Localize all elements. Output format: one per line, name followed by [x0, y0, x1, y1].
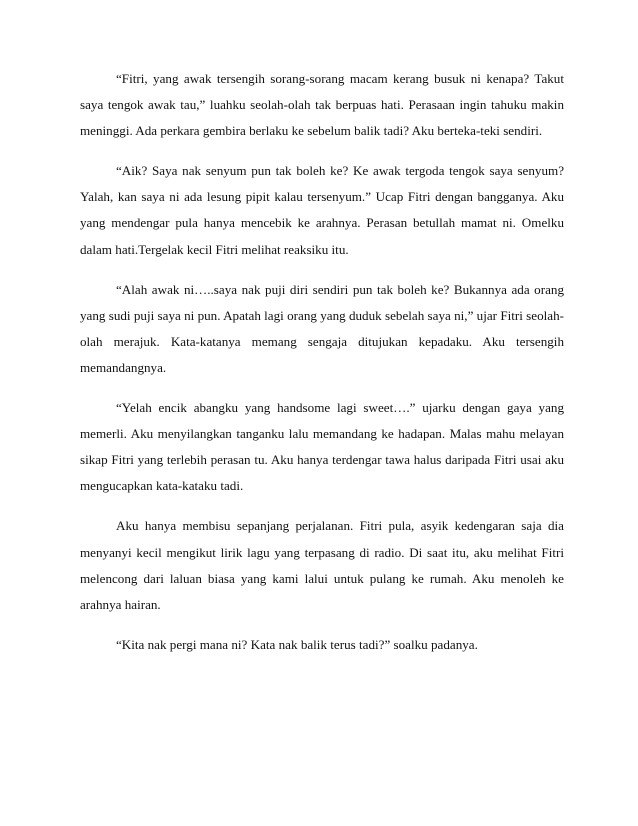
- paragraph-1: “Fitri, yang awak tersengih sorang-sorang macam kerang busuk ni kenapa? Takut saya tengok awak tau,” luahku seolah-olah tak berpuas hati. Perasaan ingin tahuku makin meninggi. Ada perkara gembira berlaku ke sebelum balik tadi? Aku berteka-teki sendiri.: [80, 71, 564, 139]
- document-page: [80, 66, 564, 672]
- paragraph-4: “Yelah encik abangku yang handsome lagi sweet….” ujarku dengan gaya yang memerli. Aku menyilangkan tanganku lalu memandang ke hadapan. Malas mahu melayan sikap Fitri yang terlebih perasan tu. Aku hanya terdengar tawa halus daripada Fitri usai aku mengucapkan kata-kataku tadi.: [80, 400, 564, 494]
- paragraph-3: “Alah awak ni…..saya nak puji diri sendiri pun tak boleh ke? Bukannya ada orang yang sudi puji saya ni pun. Apatah lagi orang yang duduk sebelah saya ni,” ujar Fitri seolah-olah merajuk. Kata-katanya memang sengaja ditujukan kepadaku. Aku tersengih memandangnya.: [80, 281, 564, 375]
- paragraph-2: “Aik? Saya nak senyum pun tak boleh ke? Ke awak tergoda tengok saya senyum? Yalah, kan saya ni ada lesung pipit kalau tersenyum.” Ucap Fitri dengan bangganya. Aku yang mendengar pula hanya mencebik ke arahnya. Perasan betullah mamat ni. Omelku dalam hati.Tergelak kecil Fitri melihat reaksiku itu.: [80, 163, 564, 257]
- paragraph-5: Aku hanya membisu sepanjang perjalanan. Fitri pula, asyik kedengaran saja dia menyanyi kecil mengikut lirik lagu yang terpasang di radio. Di saat itu, aku melihat Fitri melencong dari laluan biasa yang kami lalui untuk pulang ke rumah. Aku menoleh ke arahnya hairan.: [80, 518, 564, 612]
- paragraph-6: “Kita nak pergi mana ni? Kata nak balik terus tadi?” soalku padanya.: [116, 636, 478, 652]
